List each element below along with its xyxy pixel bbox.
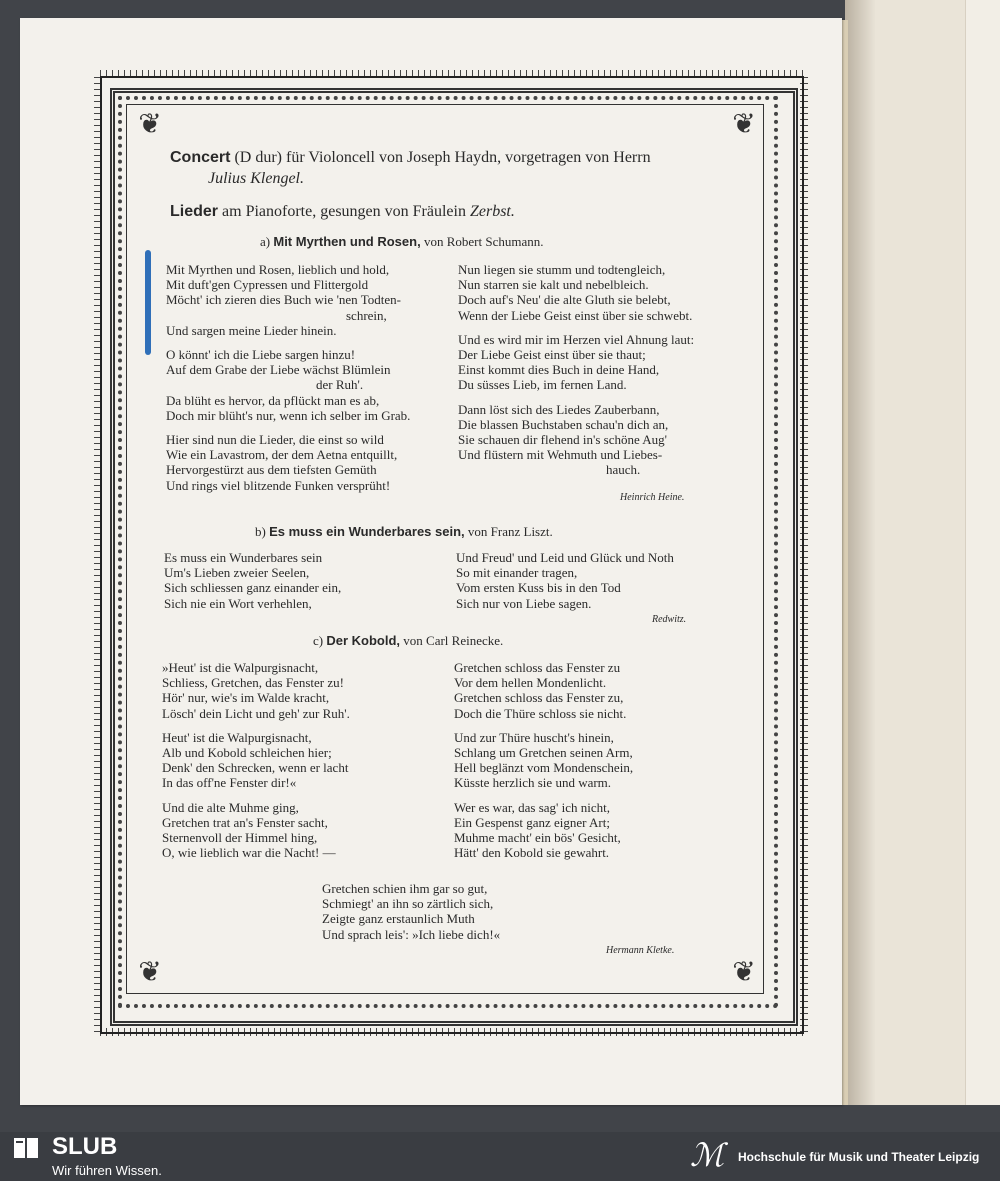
verse-line: Hell beglänzt vom Mondenschein, [454, 760, 634, 776]
song-a-heading [260, 234, 543, 250]
institution-name[interactable]: Hochschule für Musik und Theater Leipzig [738, 1150, 980, 1164]
verse-line: Wenn der Liebe Geist einst über sie schwebt. [458, 307, 693, 323]
verse-line: Sich schliessen ganz einander ein, [164, 580, 342, 596]
verse-line: Die blassen Buchstaben schau'n dich an, [458, 416, 669, 432]
book-icon [12, 1136, 40, 1160]
song-b-title: Es muss ein Wunderbares sein, [269, 524, 465, 539]
verse-line: O könnt' ich die Liebe sargen hinzu! [166, 347, 356, 363]
verse-line: hauch. [606, 462, 641, 478]
verse-line: Und es wird mir im Herzen viel Ahnung laut: [458, 331, 695, 347]
verse-line: Alb und Kobold schleichen hier; [162, 745, 332, 761]
song-b-prefix: b) [255, 524, 266, 539]
verse-line: Vor dem hellen Mondenlicht. [454, 675, 607, 691]
corner-ornament-icon: ❦ [138, 957, 162, 988]
verse-line: Und rings viel blitzende Funken versprüht! [166, 477, 391, 493]
verse-line: Der Liebe Geist einst über sie thaut; [458, 347, 646, 363]
verse-line: Möcht' ich zieren dies Buch wie 'nen Todten- [166, 292, 401, 308]
song-c-prefix: c) [313, 633, 324, 648]
verse-line: Hör' nur, wie's im Walde kracht, [162, 690, 330, 706]
song-a-prefix: a) [260, 234, 271, 249]
verse-line: Da blüht es hervor, da pflückt man es ab, [166, 392, 380, 408]
verse-line: Mit Myrthen und Rosen, lieblich und hold, [166, 262, 390, 277]
song-a-composer: von Robert Schumann. [423, 234, 544, 249]
verse-line: Zeigte ganz erstaunlich Muth [322, 911, 475, 927]
verse-line: Vom ersten Kuss bis in den Tod [456, 580, 621, 596]
verse-line: Schlang um Gretchen seinen Arm, [454, 745, 633, 761]
verse-line: Auf dem Grabe der Liebe wächst Blümlein [166, 362, 391, 378]
concert-text: (D dur) für Violoncell von Joseph Haydn, vorgetragen von Herrn [234, 149, 651, 166]
verse-line: der Ruh'. [316, 377, 364, 393]
verse-line: Sie schauen dir flehend in's schöne Aug' [458, 432, 668, 448]
song-c-heading [313, 633, 503, 649]
verse-line: Doch die Thüre schloss sie nicht. [454, 705, 627, 721]
verse-line: Gretchen schloss das Fenster zu [454, 660, 621, 675]
song-a-left-column [166, 262, 410, 493]
verse-line: Nun liegen sie stumm und todtengleich, [458, 262, 666, 277]
corner-ornament-icon: ❦ [732, 957, 756, 988]
song-a-right-column [458, 262, 694, 478]
song-b-composer: von Franz Liszt. [467, 524, 553, 539]
verse-line: Ein Gespenst ganz eigner Art; [454, 814, 610, 830]
song-b-author: Redwitz. [652, 614, 687, 625]
verse-line: Und flüstern mit Wehmuth und Liebes- [458, 447, 663, 463]
verse-line: Sich nur von Liebe sagen. [456, 595, 592, 611]
verse-line: Und sargen meine Lieder hinein. [166, 322, 337, 338]
verse-line: Doch auf's Neu' die alte Gluth sie belebt, [458, 292, 671, 308]
verse-line: Hier sind nun die Lieder, die einst so wild [166, 432, 384, 448]
slub-name[interactable]: SLUB [52, 1133, 118, 1160]
verse-line: Heut' ist die Walpurgisnacht, [162, 729, 312, 745]
song-b-left-column [164, 550, 341, 611]
song-c-left-column [162, 660, 350, 860]
concert-line [170, 150, 651, 166]
slub-tagline: Wir führen Wissen. [52, 1163, 162, 1178]
verse-line: Und sprach leis': »Ich liebe dich!« [322, 926, 501, 942]
song-c-final-stanza [322, 881, 500, 942]
song-c-right-column [454, 660, 633, 860]
verse-line: Wer es war, das sag' ich nicht, [454, 799, 610, 815]
lieder-text: am Pianoforte, gesungen von Fräulein [222, 203, 466, 220]
lieder-title: Lieder [170, 203, 219, 220]
song-c-author: Hermann Kletke. [606, 945, 675, 956]
verse-line: Gretchen trat an's Fenster sacht, [162, 814, 328, 830]
verse-line: So mit einander tragen, [456, 565, 578, 581]
verse-line: schrein, [346, 307, 387, 323]
concert-performer: Julius Klengel. [208, 170, 304, 187]
song-a-author: Heinrich Heine. [620, 492, 685, 503]
verse-line: Wie ein Lavastrom, der dem Aetna entquillt, [166, 447, 398, 463]
hmt-logo-icon: ℳ [690, 1136, 725, 1174]
corner-ornament-icon: ❦ [138, 109, 162, 140]
verse-line: Und die alte Muhme ging, [162, 799, 299, 815]
verse-line: Sich nie ein Wort verhehlen, [164, 595, 312, 611]
verse-line: Es muss ein Wunderbares sein [164, 550, 323, 565]
verse-line: Und zur Thüre huscht's hinein, [454, 729, 614, 745]
verse-line: Mit duft'gen Cypressen und Flittergold [166, 277, 369, 293]
verse-line: Küsste herzlich sie und warm. [454, 775, 612, 791]
verse-line: Hätt' den Kobold sie gewahrt. [454, 845, 610, 861]
song-b-heading [255, 524, 553, 540]
verse-line: Sternenvoll der Himmel hing, [162, 830, 318, 846]
verse-line: Um's Lieben zweier Seelen, [164, 565, 310, 581]
verse-line: Schmiegt' an ihn so zärtlich sich, [322, 896, 494, 912]
song-b-right-column [456, 550, 674, 611]
verse-line: Dann löst sich des Liedes Zauberbann, [458, 401, 660, 417]
verse-line: Denk' den Schrecken, wenn er lacht [162, 760, 349, 776]
verse-line: Einst kommt dies Buch in deine Hand, [458, 362, 660, 378]
song-a-title: Mit Myrthen und Rosen, [273, 234, 421, 249]
verse-line: Nun starren sie kalt und nebelbleich. [458, 277, 649, 293]
lieder-singer: Zerbst. [469, 203, 515, 220]
concert-title: Concert [170, 149, 231, 166]
verse-line: O, wie lieblich war die Nacht! — [162, 845, 336, 861]
verse-line: Du süsses Lieb, im fernen Land. [458, 377, 627, 393]
verse-line: Gretchen schien ihm gar so gut, [322, 881, 488, 896]
verse-line: Gretchen schloss das Fenster zu, [454, 690, 624, 706]
verse-line: Und Freud' und Leid und Glück und Noth [456, 550, 674, 565]
lieder-line [170, 204, 515, 220]
verse-line: In das off'ne Fenster dir!« [162, 775, 297, 791]
verse-line: Schliess, Gretchen, das Fenster zu! [162, 675, 344, 691]
corner-ornament-icon: ❦ [732, 109, 756, 140]
song-c-title: Der Kobold, [326, 633, 401, 648]
verse-line: Muhme macht' ein bös' Gesicht, [454, 830, 621, 846]
verse-line: Lösch' dein Licht und geh' zur Ruh'. [162, 705, 350, 721]
verse-line: »Heut' ist die Walpurgisnacht, [162, 660, 319, 675]
verse-line: Hervorgestürzt aus dem tiefsten Gemüth [166, 462, 377, 478]
song-c-composer: von Carl Reinecke. [403, 633, 504, 648]
verse-line: Doch mir blüht's nur, wenn ich selber im Grab. [166, 407, 411, 423]
